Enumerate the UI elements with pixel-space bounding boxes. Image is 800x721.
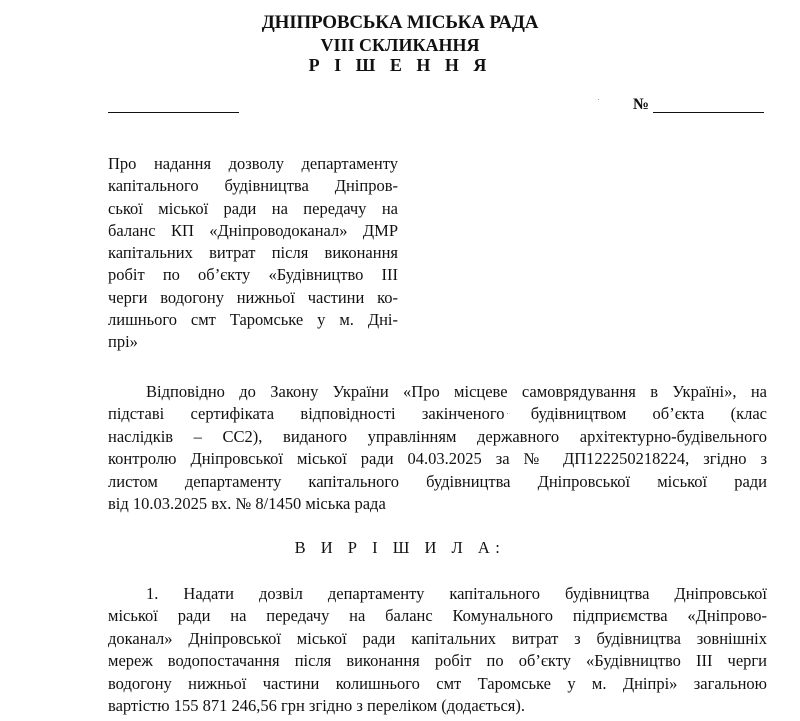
resolved-heading: В И Р І Ш И Л А: [294,538,506,557]
subject-line: прі» [108,332,138,352]
subject-line: ської міської ради на передачу на [108,198,398,218]
item-line: доканал» Дніпровської міської ради капітальних витрат з будівництва зовнішніх [108,628,767,648]
number-sign: № [633,96,650,113]
subject-line: Про надання дозволу департаменту [108,154,398,173]
subject-line: капітального будівництва Дніпров- [108,176,398,196]
subject-line: капітальних витрат після виконання [108,243,398,263]
council-name: ДНІПРОВСЬКА МІСЬКА РАДА [261,12,539,33]
preamble-line: контролю Дніпровської міської ради 04.03.2025 за № ДП122250218224, згідно з [108,449,767,469]
item-line: міської ради на передачу на баланс Комунального підприємства «Дніпрово- [108,606,767,626]
convocation: VIII СКЛИКАННЯ [320,35,480,55]
date-blank-line [108,112,239,113]
item-line: 1. Надати дозвіл департаменту капітального будівництва Дніпровської [146,584,767,603]
preamble-line: листом департаменту капітального будівництва Дніпровської міської ради [108,471,767,491]
item-line: мереж водопостачання після виконання робіт по об’єкту «Будівництво ІІІ черги [108,651,767,671]
document-type-title: Р І Ш Е Н Н Я [308,55,492,75]
subject-line: баланс КП «Дніпроводоканал» ДМР [108,220,398,240]
item-line: вартістю 155 871 246,56 грн згідно з переліком (додається). [108,696,526,716]
subject-line: черги водогону нижньої частини ко- [108,287,398,307]
subject-line: лишнього смт Таромське у м. Дні- [108,310,398,330]
item-line: водогону нижньої частини колишнього смт Таромське у м. Дніпрі» загальною [108,673,767,693]
preamble-line: від 10.03.2025 вх. № 8/1450 міська рада [108,494,386,514]
subject-line: робіт по об’єкту «Будівництво ІІІ [108,265,398,285]
preamble-line: Відповідно до Закону України «Про місцеве самоврядування в Україні», на [146,382,767,401]
preamble-line: підставі сертифіката відповідності закінченого будівництвом об’єкта (клас [108,404,767,424]
scan-speck [598,99,599,100]
decision-subject [108,153,398,354]
number-blank-line [653,112,764,113]
preamble-line: наслідків – СС2), виданого управлінням державного архітектурно-будівельного [108,426,767,446]
preamble-paragraph [108,381,767,515]
item-1-paragraph [108,583,767,717]
